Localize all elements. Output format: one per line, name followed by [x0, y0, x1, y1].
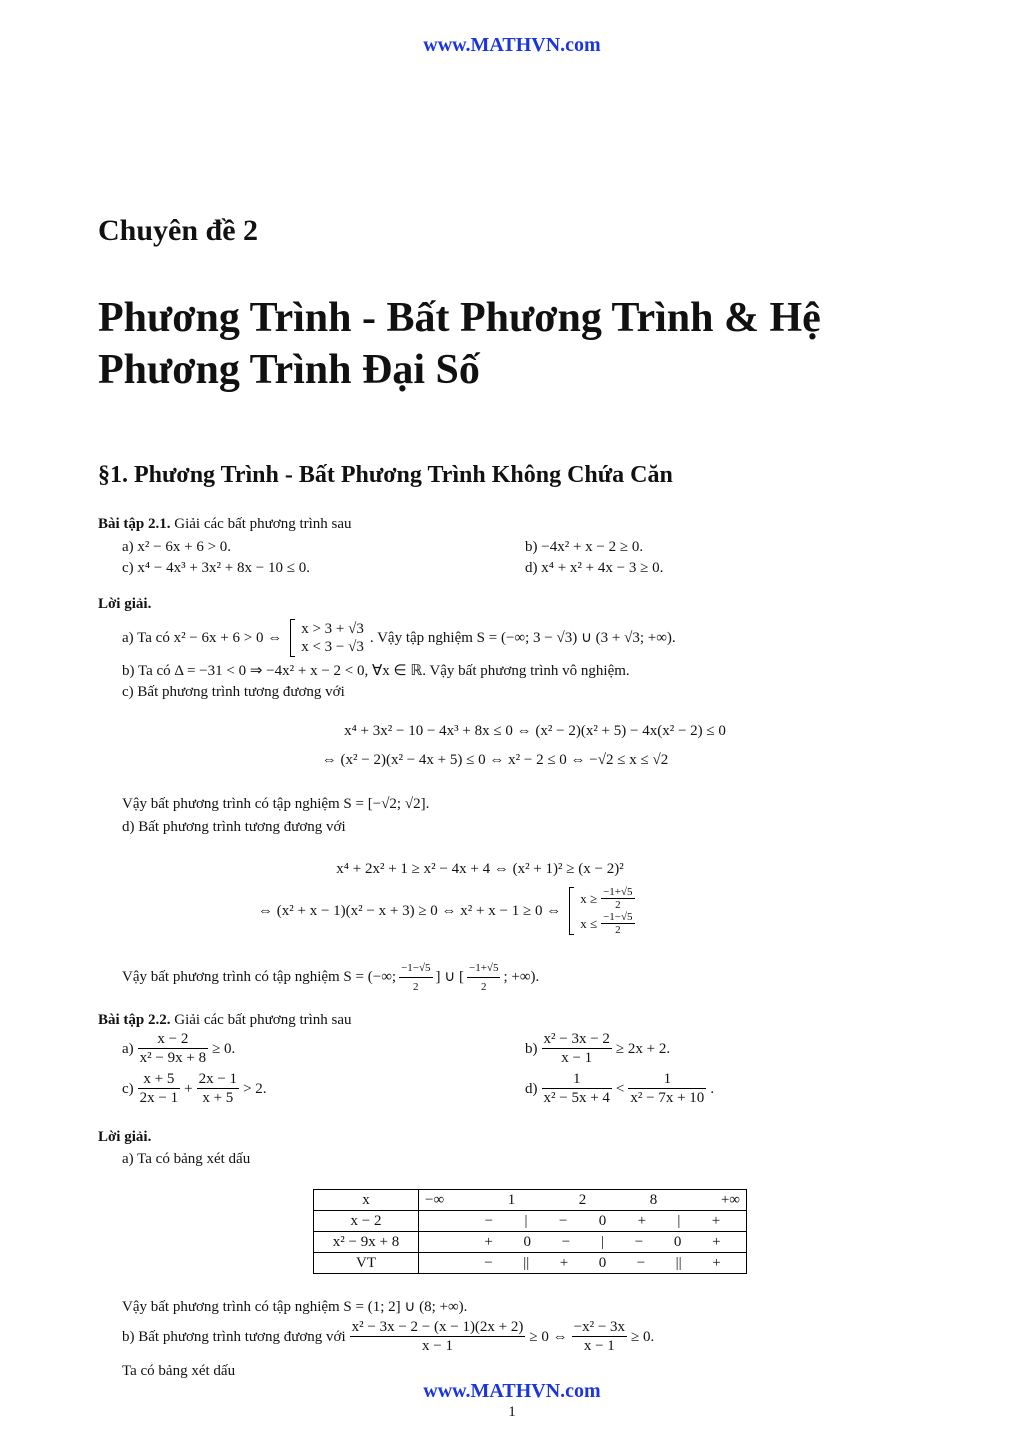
bracket-icon	[569, 887, 574, 935]
exercise-2-1-a: a) x² − 6x + 6 > 0.	[122, 539, 232, 555]
solution-2-1-label: Lời giải.	[98, 596, 152, 612]
solution-b-mid: ≥ 0 ⇔	[529, 1328, 568, 1345]
chapter-title-line2: Phương Trình Đại Số	[98, 347, 480, 393]
fraction-numerator: 2x − 1	[198, 1071, 238, 1087]
solution-2-1-d-intro: d) Bất phương trình tương đương với	[122, 819, 346, 835]
item-rhs: > 2.	[243, 1080, 267, 1097]
sign-cell: 0	[673, 1233, 682, 1250]
fraction-numerator: x² − 3x − 2	[543, 1031, 610, 1047]
exercise-2-1-heading	[98, 515, 352, 533]
sign-cell: +	[484, 1233, 493, 1250]
sign-table-header	[314, 1190, 747, 1211]
solution-2-2-a-conclusion: Vậy bất phương trình có tập nghiệm S = (1; 2] ∪ (8; +∞).	[122, 1299, 468, 1315]
header-site-link[interactable]: www.MATHVN.com	[423, 34, 601, 56]
exercise-label: Bài tập 2.1.	[98, 516, 171, 532]
fraction-denominator: x² − 5x + 4	[543, 1090, 610, 1106]
sign-cell: 0	[598, 1254, 607, 1271]
sign-table-header-points	[419, 1190, 747, 1211]
fraction-denominator: x − 1	[422, 1338, 453, 1354]
fraction-numerator: 1	[542, 1070, 612, 1089]
solution-d-eq2-text: ⇔ (x² + x − 1)(x² − x + 3) ≥ 0 ⇔ x² + x − 1 ≥ 0 ⇔	[258, 903, 562, 919]
solution-d-case2-den: 2	[615, 924, 621, 936]
sign-cell: −	[484, 1212, 494, 1229]
solution-d-case1-den: 2	[615, 899, 621, 911]
exercise-2-1-c: c) x⁴ − 4x³ + 3x² + 8x − 10 ≤ 0.	[122, 560, 310, 576]
exercise-2-1-d: d) x⁴ + x² + 4x − 3 ≥ 0.	[525, 560, 664, 576]
solution-a-case1: x > 3 + √3	[301, 621, 364, 637]
sign-cell: |	[524, 1212, 528, 1229]
fraction-numerator: 1	[628, 1070, 706, 1089]
solution-b-end: ≥ 0.	[631, 1328, 655, 1345]
fraction-denominator: x² − 9x + 8	[139, 1050, 207, 1066]
item-label: d)	[525, 1080, 538, 1097]
sign-table-header-cell: x	[314, 1190, 419, 1211]
sign-cell: ||	[523, 1254, 530, 1271]
sign-table-row	[314, 1211, 747, 1232]
fraction-numerator: x − 2	[138, 1030, 208, 1049]
sign-cell: +	[711, 1212, 721, 1229]
sign-cell: +	[712, 1254, 721, 1271]
solution-d-case1-num: −1+√5	[603, 886, 633, 898]
solution-d-concl-num1: −1−√5	[399, 959, 432, 978]
sign-table-row-label: x² − 9x + 8	[314, 1232, 419, 1253]
header-point: 1	[507, 1191, 516, 1208]
solution-2-1-c-conclusion: Vậy bất phương trình có tập nghiệm S = [−√2; √2].	[122, 796, 430, 812]
fraction-numerator: x + 5	[138, 1070, 180, 1089]
solution-d-concl-num2: −1+√5	[467, 959, 500, 978]
exercise-2-2-c	[122, 1070, 267, 1107]
plus-sign: +	[184, 1080, 193, 1097]
solution-a-pre: a) Ta có x² − 6x + 6 > 0 ⇔	[122, 630, 283, 646]
exercise-2-2-b	[525, 1030, 670, 1067]
solution-d-concl-mid: ] ∪ [	[435, 969, 464, 985]
sign-cell: −	[636, 1254, 646, 1271]
fraction-numerator: x² − 3x − 2 − (x − 1)(2x + 2)	[351, 1319, 524, 1335]
solution-d-concl-pre: Vậy bất phương trình có tập nghiệm S = (−∞;	[122, 969, 397, 985]
sign-table-row-label: VT	[314, 1253, 419, 1274]
solution-2-1-a	[122, 618, 676, 658]
sign-cell: 0	[598, 1212, 607, 1229]
exercise-2-2-d	[525, 1070, 714, 1107]
less-than-sign: <	[615, 1080, 625, 1097]
exercise-2-2-heading	[98, 1011, 352, 1029]
header-point: −∞	[425, 1191, 445, 1208]
sign-cell: −	[484, 1254, 493, 1271]
sign-table	[313, 1189, 747, 1274]
chapter-title	[98, 292, 978, 396]
solution-d-concl-post: ; +∞).	[503, 969, 540, 985]
chapter-label: Chuyên đề 2	[98, 214, 259, 247]
sign-table-row	[314, 1253, 747, 1274]
exercise-prompt: Giải các bất phương trình sau	[174, 516, 352, 532]
item-end: .	[710, 1080, 715, 1097]
header-point: +∞	[720, 1191, 740, 1208]
sign-table-row-cells	[419, 1253, 747, 1274]
sign-cell: |	[677, 1212, 681, 1229]
item-rhs: ≥ 0.	[212, 1040, 236, 1057]
solution-d-case1-lhs: x ≥	[580, 890, 598, 906]
solution-b-pre: b) Bất phương trình tương đương với	[122, 1328, 346, 1345]
header-point: 8	[649, 1191, 658, 1208]
fraction-denominator: x² − 7x + 10	[630, 1090, 705, 1106]
sign-table-row-label: x − 2	[314, 1211, 419, 1232]
item-label: a)	[122, 1040, 134, 1057]
fraction-denominator: 2x − 1	[139, 1090, 179, 1106]
sign-cell: −	[561, 1233, 571, 1250]
fraction-denominator: x − 1	[583, 1338, 615, 1354]
sign-cell: −	[558, 1212, 568, 1229]
sign-cell: ||	[675, 1254, 682, 1271]
solution-2-1-d-eq1: x⁴ + 2x² + 1 ≥ x² − 4x + 4 ⇔ (x² + 1)² ≥ (x − 2)²	[336, 861, 624, 877]
fraction-numerator: −x² − 3x	[573, 1319, 626, 1335]
chapter-title-line1: Phương Trình - Bất Phương Trình & Hệ	[98, 295, 821, 341]
exercise-prompt: Giải các bất phương trình sau	[174, 1012, 352, 1028]
solution-2-2-b	[122, 1318, 654, 1355]
sign-cell: 0	[523, 1233, 532, 1250]
header-point: 2	[578, 1191, 587, 1208]
exercise-2-1-b: b) −4x² + x − 2 ≥ 0.	[525, 539, 644, 555]
sign-table-row-cells	[419, 1211, 747, 1232]
solution-2-1-c-intro: c) Bất phương trình tương đương với	[122, 684, 345, 700]
item-label: c)	[122, 1080, 134, 1097]
solution-a-case2: x < 3 − √3	[301, 639, 364, 655]
solution-2-2-b-table-intro: Ta có bảng xét dấu	[122, 1363, 236, 1379]
section-heading: §1. Phương Trình - Bất Phương Trình Không Chứa Căn	[98, 462, 673, 488]
solution-d-concl-den2: 2	[480, 980, 487, 993]
exercise-2-2-a	[122, 1030, 235, 1067]
exercise-label: Bài tập 2.2.	[98, 1012, 171, 1028]
solution-2-1-b: b) Ta có Δ = −31 < 0 ⇒ −4x² + x − 2 < 0, ∀x ∈ ℝ. Vậy bất phương trình vô nghiệm.	[122, 663, 630, 679]
solution-2-1-c-eq1: x⁴ + 3x² − 10 − 4x³ + 8x ≤ 0 ⇔ (x² − 2)(x² + 5) − 4x(x² − 2) ≤ 0	[344, 723, 726, 739]
bracket-icon	[290, 619, 295, 657]
page-number: 1	[508, 1404, 516, 1420]
sign-cell: +	[559, 1254, 569, 1271]
sign-cell: |	[600, 1233, 604, 1250]
sign-cell: +	[637, 1212, 647, 1229]
item-label: b)	[525, 1040, 538, 1057]
item-rhs: ≥ 2x + 2.	[615, 1040, 671, 1057]
solution-d-case2-num: −1−√5	[603, 911, 633, 923]
solution-2-2-a-intro: a) Ta có bảng xét dấu	[122, 1151, 251, 1167]
solution-2-1-c-eq2: ⇔ (x² − 2)(x² − 4x + 5) ≤ 0 ⇔ x² − 2 ≤ 0 ⇔ −√2 ≤ x ≤ √2	[321, 752, 669, 768]
solution-d-concl-den1: 2	[413, 980, 419, 993]
fraction-denominator: x + 5	[202, 1090, 234, 1106]
sign-cell: +	[712, 1233, 721, 1250]
sign-table-row-cells	[419, 1232, 747, 1253]
solution-2-2-label: Lời giải.	[98, 1129, 152, 1145]
solution-d-case2-lhs: x ≤	[580, 915, 598, 931]
solution-2-1-d-eq2	[258, 887, 635, 935]
footer-site-link[interactable]: www.MATHVN.com	[423, 1380, 601, 1402]
solution-a-post: . Vậy tập nghiệm S = (−∞; 3 − √3) ∪ (3 + √3; +∞).	[369, 630, 676, 646]
fraction-denominator: x − 1	[561, 1050, 593, 1066]
sign-cell: −	[634, 1233, 644, 1250]
solution-2-1-d-conclusion	[122, 962, 539, 992]
sign-table-row	[314, 1232, 747, 1253]
